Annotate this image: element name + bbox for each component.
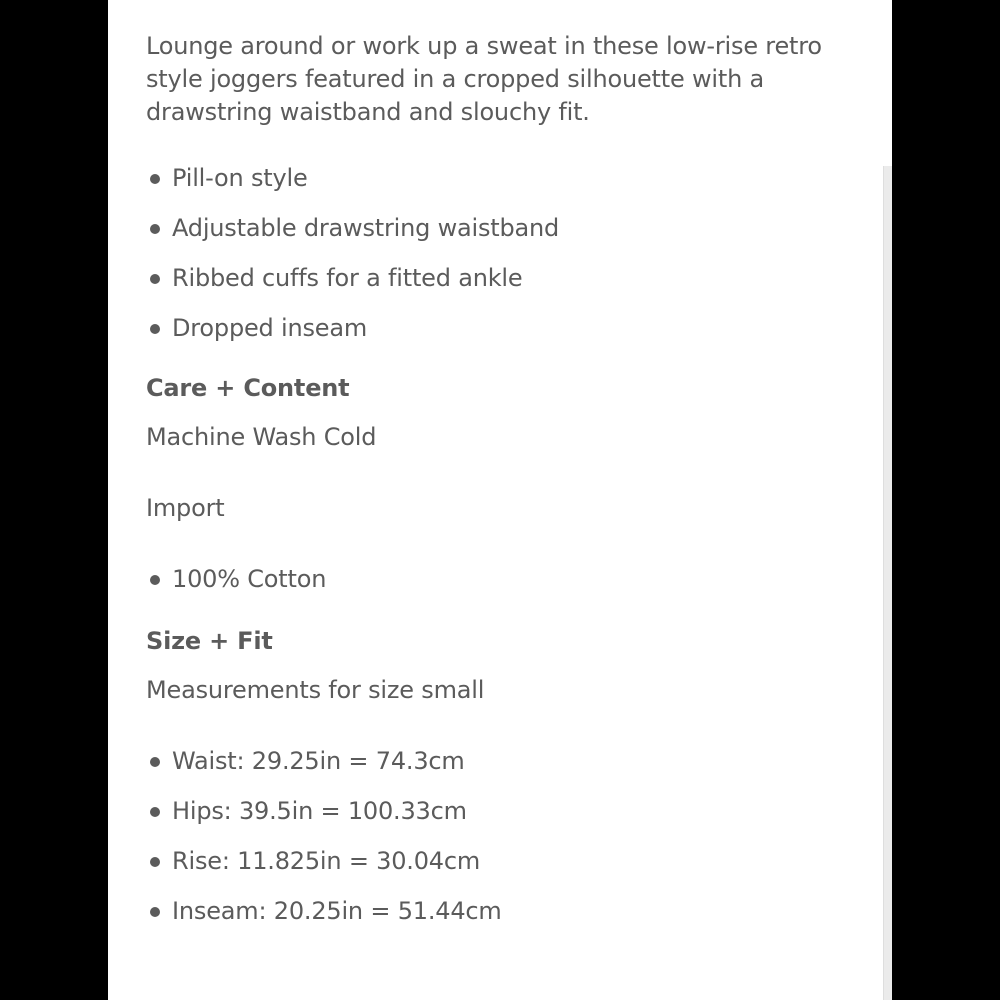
- product-description: Lounge around or work up a sweat in these low-rise retro style joggers featured in a cropped silhouette with a drawstring waistband and slouchy fit.: [146, 32, 822, 126]
- product-details-content: [146, 30, 846, 946]
- measurement-text: Inseam: 20.25in = 51.44cm: [172, 897, 502, 925]
- bullet-icon: [150, 274, 160, 284]
- material-text: 100% Cotton: [172, 565, 327, 593]
- feature-text: Pill-on style: [172, 164, 308, 192]
- bullet-icon: [150, 575, 160, 585]
- feature-text: Adjustable drawstring waistband: [172, 214, 560, 242]
- feature-text: Dropped inseam: [172, 314, 368, 342]
- bullet-icon: [150, 907, 160, 917]
- care-instructions: Machine Wash Cold: [146, 423, 377, 451]
- measurement-item: [146, 896, 846, 926]
- bullet-icon: [150, 807, 160, 817]
- care-heading: Care + Content: [146, 374, 350, 402]
- bullet-icon: [150, 857, 160, 867]
- product-details-page: [108, 0, 892, 1000]
- bullet-icon: [150, 224, 160, 234]
- feature-list: [146, 163, 846, 343]
- bullet-icon: [150, 174, 160, 184]
- measurement-item: [146, 846, 846, 876]
- feature-item: [146, 213, 846, 243]
- materials-list: [146, 564, 846, 594]
- feature-item: [146, 263, 846, 293]
- bullet-icon: [150, 757, 160, 767]
- material-item: [146, 564, 846, 594]
- measurements-list: [146, 746, 846, 926]
- feature-item: [146, 163, 846, 193]
- measurement-item: [146, 746, 846, 776]
- size-note: Measurements for size small: [146, 676, 485, 704]
- bullet-icon: [150, 324, 160, 334]
- size-heading: Size + Fit: [146, 627, 273, 655]
- feature-text: Ribbed cuffs for a fitted ankle: [172, 264, 523, 292]
- measurement-text: Rise: 11.825in = 30.04cm: [172, 847, 481, 875]
- scrollbar[interactable]: [883, 166, 892, 1000]
- origin-text: Import: [146, 494, 225, 522]
- feature-item: [146, 313, 846, 343]
- measurement-text: Hips: 39.5in = 100.33cm: [172, 797, 467, 825]
- measurement-item: [146, 796, 846, 826]
- measurement-text: Waist: 29.25in = 74.3cm: [172, 747, 465, 775]
